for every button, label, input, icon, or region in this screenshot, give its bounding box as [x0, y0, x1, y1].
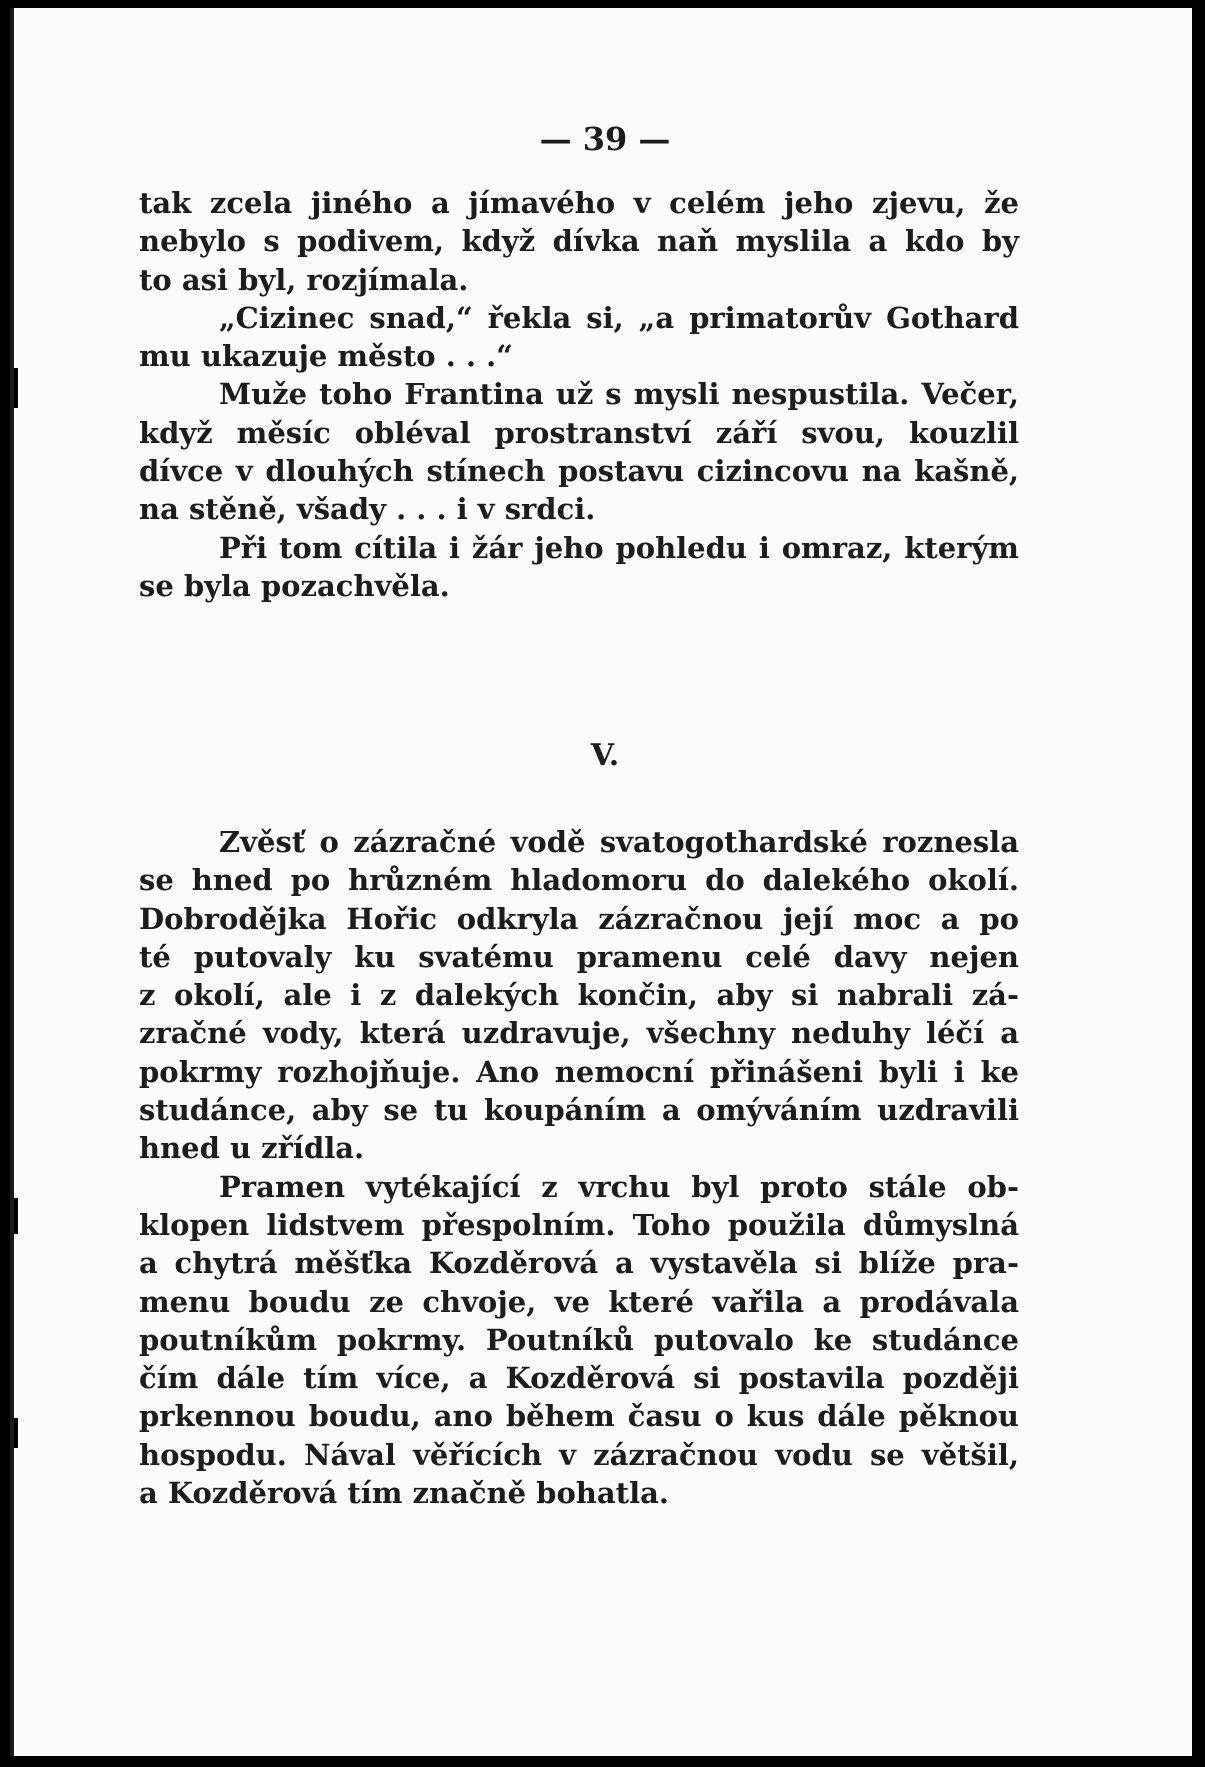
page-number: — 39 —: [539, 120, 671, 158]
chapter-heading: V.: [590, 738, 620, 773]
text-line: z okolí, ale i z dalekých končin, aby si nabrali zá-: [139, 978, 1019, 1013]
page-edge-mark: [14, 1198, 18, 1234]
text-line: Dobrodějka Hořic odkryla zázračnou její moc a po: [139, 901, 1019, 936]
page-edge-mark: [14, 1418, 18, 1448]
text-line: té putovaly ku svatému pramenu celé davy nejen: [139, 939, 1019, 974]
text-line: Pramen vytékající z vrchu byl proto stále ob-: [219, 1169, 1019, 1204]
text-line: to asi byl, rozjímala.: [139, 262, 469, 297]
text-line: hospodu. Nával věřících v zázračnou vodu se většil,: [139, 1437, 1019, 1472]
text-line: „Cizinec snad,“ řekla si, „a primatorův Gothard: [219, 300, 1019, 335]
text-line: a Kozděrová tím značně bohatla.: [139, 1476, 669, 1511]
text-line: když měsíc obléval prostranství září svou, kouzlil: [139, 415, 1019, 450]
text-line: zračné vody, která uzdravuje, všechny neduhy léčí a: [139, 1016, 1019, 1051]
text-line: dívce v dlouhých stínech postavu cizincovu na kašně,: [139, 454, 1019, 489]
text-line: mu ukazuje město . . .“: [139, 339, 513, 374]
text-line: tak zcela jiného a jímavého v celém jeho zjevu, že: [139, 186, 1019, 220]
text-line: se hned po hrůzném hladomoru do dalekého okolí.: [139, 863, 1019, 898]
text-line: a chytrá měšťka Kozděrová a vystavěla si blíže pra-: [139, 1246, 1019, 1281]
text-line: Při tom cítila i žár jeho pohledu i omraz, kterým: [219, 530, 1019, 565]
text-line: hned u zřídla.: [139, 1131, 365, 1166]
text-line: čím dále tím více, a Kozděrová si postavila později: [139, 1361, 1019, 1396]
text-line: se byla pozachvěla.: [139, 568, 450, 603]
section-1-text: [139, 184, 1019, 605]
text-line: pokrmy rozhojňuje. Ano nemocní přinášeni byli i ke: [139, 1054, 1019, 1089]
section-2-text: [139, 823, 1019, 1512]
text-line: studánce, aby se tu koupáním a omýváním uzdravili: [139, 1093, 1019, 1128]
page-edge-mark: [14, 368, 18, 408]
text-line: Muže toho Frantina už s mysli nespustila. Večer,: [219, 377, 1019, 412]
text-line: menu boudu ze chvoje, ve které vařila a prodávala: [139, 1284, 1019, 1319]
text-line: na stěně, všady . . . i v srdci.: [139, 492, 596, 527]
text-line: Zvěsť o zázračné vodě svatogothardské roznesla: [219, 825, 1019, 859]
book-page: [10, 8, 1192, 1756]
text-line: poutníkům pokrmy. Poutníků putovalo ke studánce: [139, 1322, 1019, 1357]
text-line: nebylo s podivem, když dívka naň myslila a kdo by: [139, 224, 1019, 259]
text-line: klopen lidstvem přespolním. Toho použila důmyslná: [139, 1207, 1019, 1242]
text-line: prkennou boudu, ano během času o kus dále pěknou: [139, 1399, 1019, 1434]
